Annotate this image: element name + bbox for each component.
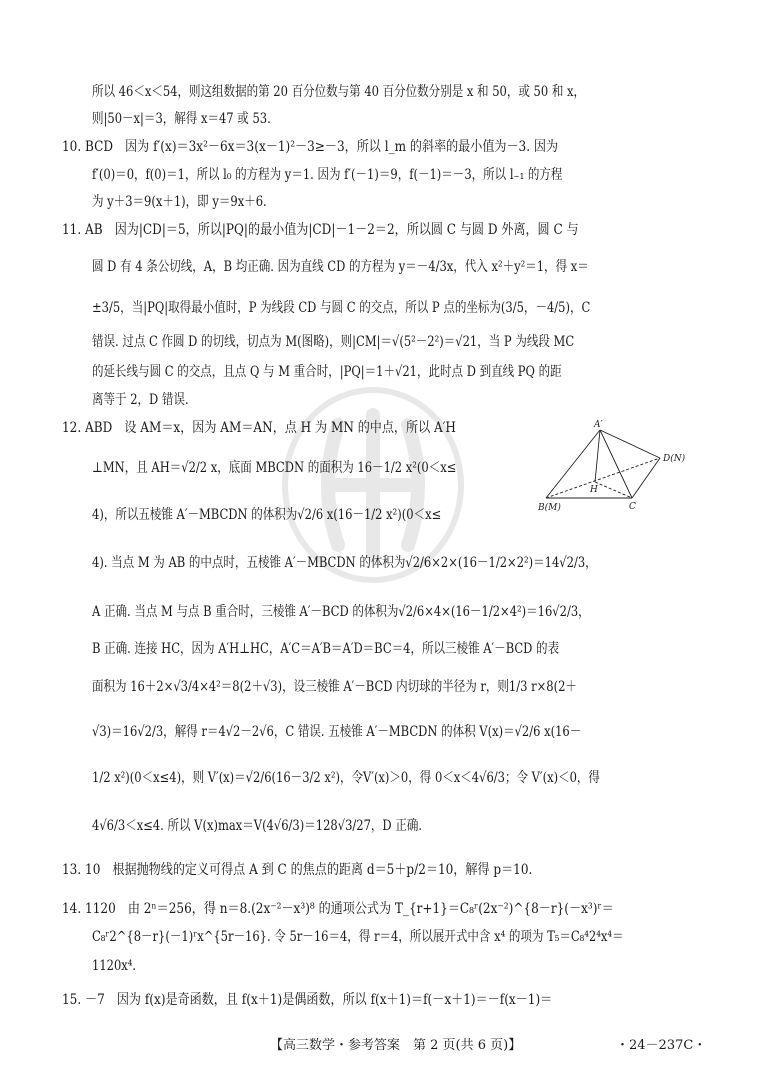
- text-line-21: 4√6/3＜x≤4. 所以 V(x)max＝V(4√6/3)＝128√3/27，D 正确.: [92, 818, 423, 834]
- label-left: B(M): [538, 503, 561, 513]
- footer-page-info: 【高三数学・参考答案 第 2 页(共 6 页)】: [270, 1038, 522, 1053]
- text-line-3: 10. BCD 因为 f′(x)＝3x²－6x＝3(x－1)²－3≥－3，所以 l_m 的斜率的最小值为－3. 因为: [62, 139, 559, 155]
- text-line-24: C₈ʳ2^{8－r}(－1)ʳx^{5r－16}. 令 5r－16＝4，得 r＝4，所以展开式中含 x⁴ 的项为 T₅＝C₈⁴2⁴x⁴＝: [92, 929, 624, 945]
- text-line-22: 13. 10 根据抛物线的定义可得点 A 到 C 的焦点的距离 d＝5＋p/2＝10，解得 p＝10.: [62, 862, 533, 878]
- edge-h-c-hidden: [595, 482, 632, 498]
- label-right: D(N): [663, 454, 686, 464]
- text-line-2: 则|50－x|＝3，解得 x＝47 或 53.: [92, 111, 271, 127]
- text-line-4: f′(0)＝0，f(0)＝1，所以 l₀ 的方程为 y＝1. 因为 f′(－1)＝9，f(－1)＝－3，所以 l₋₁ 的方程: [92, 167, 563, 183]
- text-line-12: 12. ABD 设 AM＝x，因为 AM＝AN，点 H 为 MN 的中点，所以 A′H: [62, 420, 456, 436]
- page-footer: [0, 1035, 764, 1057]
- text-line-18: 面积为 16＋2×√3/4×4²＝8(2＋√3)，设三棱锥 A′－BCD 内切球的半径为 r，则1/3 r×8(2＋: [92, 679, 577, 695]
- text-line-19: √3)＝16√2/3，解得 r＝4√2－2√6，C 错误. 五棱锥 A′－MBCDN 的体积 V(x)＝√2/6 x(16－: [92, 724, 582, 740]
- text-line-26: 15. －7 因为 f(x)是奇函数，且 f(x＋1)是偶函数，所以 f(x＋1)＝f(－x＋1)＝－f(x－1)＝: [62, 992, 553, 1008]
- text-line-8: ±3/5，当|PQ|取得最小值时，P 为线段 CD 与圆 C 的交点，所以 P 点的坐标为(3/5，－4/5)，C: [92, 300, 591, 316]
- text-line-6: 11. AB 因为|CD|＝5，所以|PQ|的最小值为|CD|－1－2＝2，所以圆 C 与圆 D 外离，圆 C 与: [62, 222, 579, 238]
- text-line-16: A 正确. 当点 M 与点 B 重合时，三棱锥 A′－BCD 的体积为√2/6×4×(16－1/2×4²)＝16√2/3，: [92, 604, 590, 620]
- text-line-15: 4). 当点 M 为 AB 的中点时，五棱锥 A′－MBCDN 的体积为√2/6×2×(16－1/2×2²)＝14√2/3，: [92, 555, 597, 571]
- pyramid-figure: [532, 418, 702, 518]
- text-line-17: B 正确. 连接 HC，因为 A′H⊥HC，A′C＝A′B＝A′D＝BC＝4，所以三棱锥 A′－BCD 的表: [92, 641, 560, 657]
- text-line-11: 离等于 2，D 错误.: [92, 392, 189, 408]
- label-apex: A′: [594, 420, 603, 430]
- text-line-9: 错误. 过点 C 作圆 D 的切线，切点为 M(图略)，则|CM|＝√(5²－2²)＝√21，当 P 为线段 MC: [92, 334, 575, 350]
- edge-b-d-hidden: [546, 458, 660, 498]
- text-line-1: 所以 46＜x＜54，则这组数据的第 20 百分位数与第 40 百分位数分别是 x 和 50，或 50 和 x，: [92, 84, 586, 100]
- text-line-10: 的延长线与圆 C 的交点，且点 Q 与 M 重合时，|PQ|＝1＋√21，此时点 D 到直线 PQ 的距: [92, 364, 562, 380]
- text-line-20: 1/2 x²)(0＜x≤4)，则 V′(x)＝√2/6(16－3/2 x²)，令V′(x)＞0，得 0＜x＜4√6/3；令 V′(x)＜0，得: [92, 770, 600, 786]
- edge-apex-c: [600, 430, 632, 498]
- text-line-25: 1120x⁴.: [92, 958, 137, 974]
- text-line-5: 为 y＋3＝9(x＋1)，即 y＝9x＋6.: [92, 194, 267, 210]
- edge-apex-h: [595, 430, 600, 482]
- text-line-23: 14. 1120 由 2ⁿ＝256，得 n＝8.(2x⁻²－x³)⁸ 的通项公式为 T_{r+1}＝C₈ʳ(2x⁻²)^{8－r}(－x³)ʳ＝: [62, 901, 614, 917]
- edge-c-d: [632, 458, 660, 498]
- text-line-13: ⊥MN，且 AH＝√2/2 x，底面 MBCDN 的面积为 16－1/2 x²(0＜x≤: [92, 460, 457, 476]
- edge-apex-d: [600, 430, 660, 458]
- text-line-14: 4)，所以五棱锥 A′－MBCDN 的体积为√2/6 x(16－1/2 x²)(0＜x≤: [92, 507, 442, 523]
- text-line-7: 圆 D 有 4 条公切线，A，B 均正确. 因为直线 CD 的方程为 y＝－4/3x，代入 x²＋y²＝1，得 x＝: [92, 259, 589, 275]
- label-foot: H: [590, 485, 598, 495]
- label-bottom: C: [629, 502, 636, 512]
- footer-code: ・24－237C・: [616, 1038, 707, 1053]
